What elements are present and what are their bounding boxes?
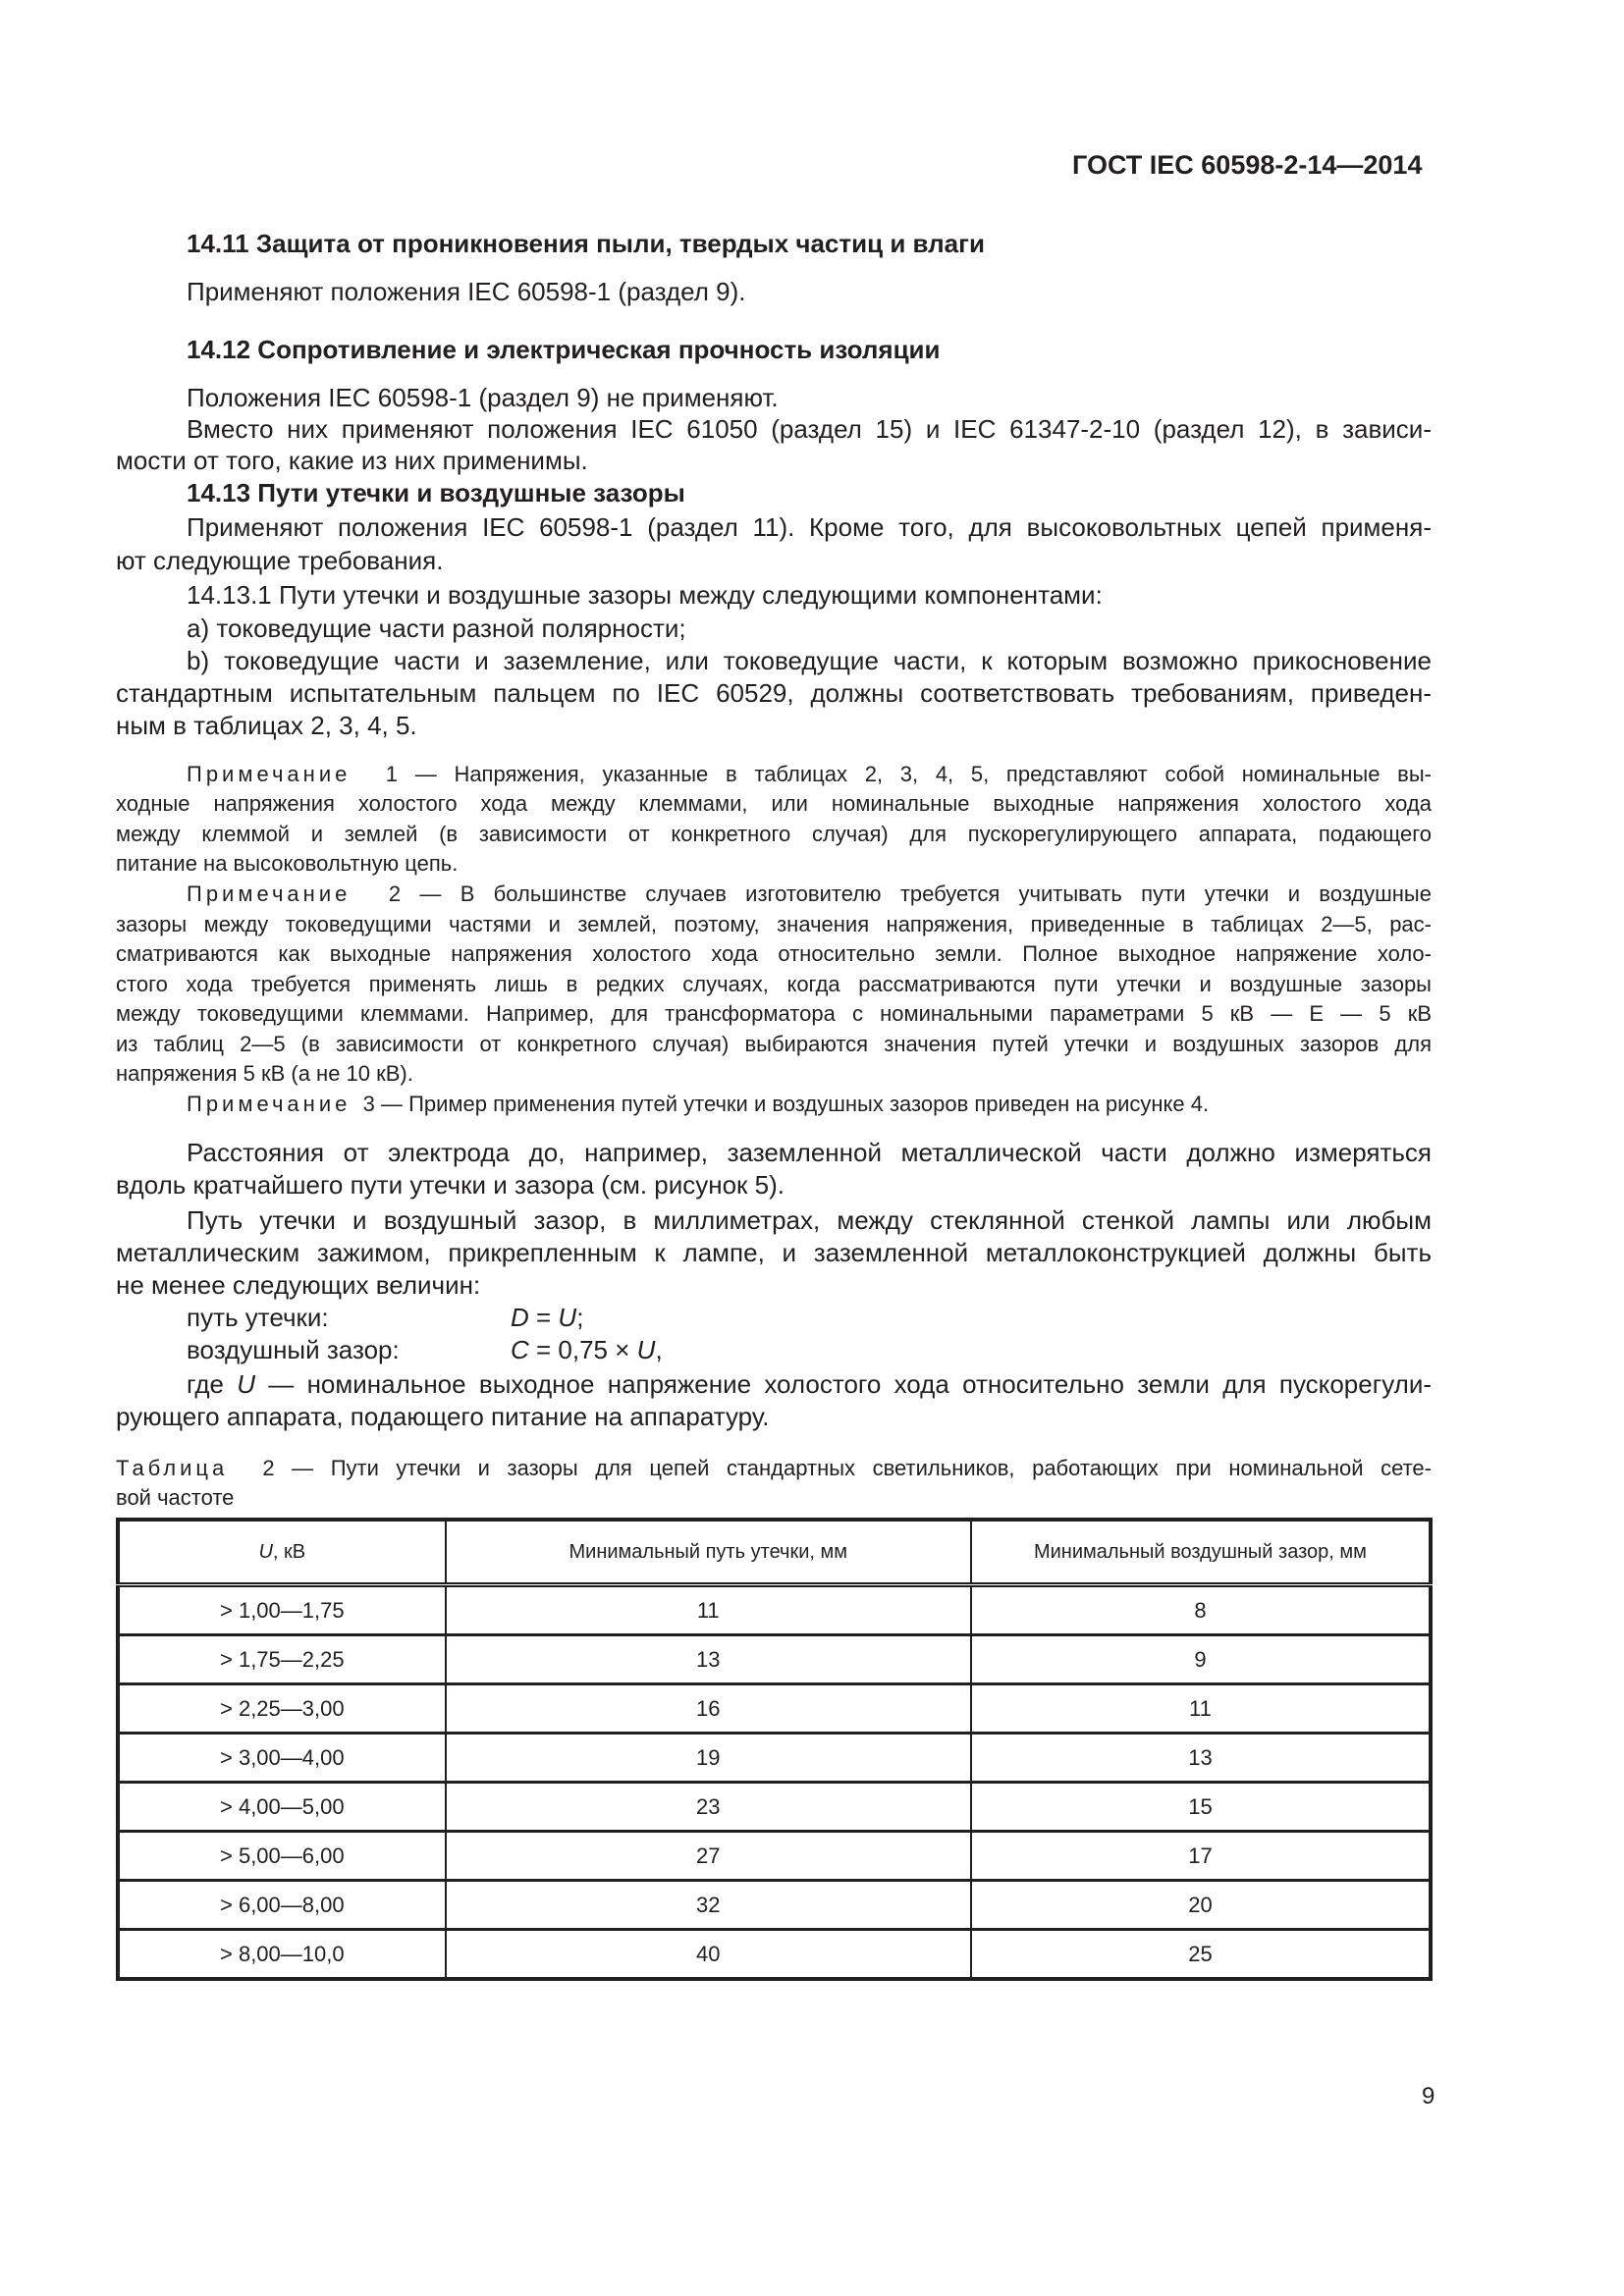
paragraph-distance-line2: вдоль кратчайшего пути утечки и зазора (см. рисунок 5).: [116, 1170, 785, 1200]
note-1-line2: ходные напряжения холостого хода между клеммами, или номинальные выходные напряжения холостого хода: [116, 791, 1432, 816]
cell-voltage: > 8,00—10,0: [118, 1930, 446, 1980]
cell-creepage: 16: [446, 1684, 971, 1734]
section-14-13-p1-line1: Применяют положения IEC 60598-1 (раздел 11). Кроме того, для высоковольтных цепей применя-: [187, 512, 1432, 542]
note-1-line4: питание на высоковольтную цепь.: [116, 851, 459, 876]
cell-voltage: > 2,25—3,00: [118, 1684, 446, 1734]
where-definition-line2: рующего аппарата, подающего питание на аппаратуру.: [116, 1402, 770, 1431]
note-2-line1: Примечание 2 — В большинстве случаев изготовителю требуется учитывать пути утечки и воздушные: [187, 881, 1432, 906]
list-item-b-line3: ным в таблицах 2, 3, 4, 5.: [116, 711, 417, 740]
section-14-13-heading: 14.13 Пути утечки и воздушные зазоры: [187, 478, 685, 507]
cell-voltage: > 4,00—5,00: [118, 1783, 446, 1832]
table-caption-line1: Таблица 2 — Пути утечки и зазоры для цепей стандартных светильников, работающих при номинальной сете-: [116, 1456, 1432, 1480]
cell-clearance: 25: [971, 1930, 1431, 1980]
paragraph-creepage-line2: металлическим зажимом, прикрепленным к лампе, и заземленной металлоконструкцией должны быть: [116, 1238, 1432, 1267]
cell-clearance: 11: [971, 1684, 1431, 1734]
table-row: [118, 1832, 1431, 1881]
cell-clearance: 9: [971, 1635, 1431, 1684]
note-3-line1: Примечание 3 — Пример применения путей утечки и воздушных зазоров приведен на рисунке 4.: [187, 1092, 1210, 1116]
column-header-creepage: Минимальный путь утечки, мм: [446, 1520, 971, 1585]
cell-voltage: > 6,00—8,00: [118, 1881, 446, 1930]
formula-clearance-label: воздушный зазор:: [187, 1335, 400, 1364]
paragraph-creepage-line3: не менее следующих величин:: [116, 1270, 481, 1300]
formula-creepage: D = U;: [511, 1303, 584, 1332]
section-14-13-1: 14.13.1 Пути утечки и воздушные зазоры между следующими компонентами:: [187, 580, 1103, 610]
note-label: Примечание: [187, 762, 352, 786]
table-row: [118, 1585, 1431, 1635]
table-caption-label: Таблица: [116, 1456, 229, 1480]
section-14-11-body: Применяют положения IEC 60598-1 (раздел 9).: [187, 277, 746, 306]
table-row: [118, 1881, 1431, 1930]
cell-clearance: 13: [971, 1734, 1431, 1783]
cell-creepage: 32: [446, 1881, 971, 1930]
note-2-line3: сматриваются как выходные напряжения холостого хода относительно земли. Полное выходное напряжение холо-: [116, 941, 1432, 966]
cell-clearance: 8: [971, 1585, 1431, 1635]
list-item-a: a) токоведущие части разной полярности;: [187, 614, 686, 643]
creepage-clearance-table: [116, 1518, 1433, 1981]
note-1-line3: между клеммой и землей (в зависимости от конкретного случая) для пускорегулирующего аппарата, подающего: [116, 822, 1432, 846]
list-item-b-line1: b) токоведущие части и заземление, или токоведущие части, к которым возможно прикосновение: [187, 646, 1432, 675]
note-2-line5: между токоведущими клеммами. Например, для трансформатора с номинальными параметрами 5 кВ — Е — 5 кВ: [116, 1001, 1432, 1026]
column-header-clearance: Минимальный воздушный зазор, мм: [971, 1520, 1431, 1585]
section-14-11-heading: 14.11 Защита от проникновения пыли, твердых частиц и влаги: [187, 229, 985, 258]
note-2-line2: зазоры между токоведущими частями и землей, поэтому, значения напряжения, приведенные в таблицах 2—5, рас-: [116, 912, 1432, 936]
section-14-12-p2-line1: Вместо них применяют положения IEC 61050 (раздел 15) и IEC 61347-2-10 (раздел 12), в зависи-: [187, 414, 1432, 444]
table-caption-line2: вой частоте: [116, 1485, 235, 1510]
table-row: [118, 1635, 1431, 1684]
cell-clearance: 15: [971, 1783, 1431, 1832]
cell-clearance: 20: [971, 1881, 1431, 1930]
cell-creepage: 13: [446, 1635, 971, 1684]
cell-voltage: > 5,00—6,00: [118, 1832, 446, 1881]
formula-creepage-label: путь утечки:: [187, 1303, 329, 1332]
where-definition-line1: где U — номинальное выходное напряжение холостого хода относительно земли для пускорегули-: [187, 1369, 1432, 1399]
table-row: [118, 1930, 1431, 1980]
table-row: [118, 1684, 1431, 1734]
document-header: ГОСТ IEC 60598-2-14—2014: [1072, 150, 1423, 180]
section-14-12-p2-line2: мости от того, какие из них применимы.: [116, 446, 588, 475]
section-14-12-p1: Положения IEC 60598-1 (раздел 9) не применяют.: [187, 383, 779, 412]
cell-clearance: 17: [971, 1832, 1431, 1881]
paragraph-creepage-line1: Путь утечки и воздушный зазор, в миллиметрах, между стеклянной стенкой лампы или любым: [187, 1205, 1432, 1235]
table-row: [118, 1783, 1431, 1832]
cell-voltage: > 3,00—4,00: [118, 1734, 446, 1783]
cell-creepage: 27: [446, 1832, 971, 1881]
cell-creepage: 19: [446, 1734, 971, 1783]
note-2-line7: напряжения 5 кВ (а не 10 кВ).: [116, 1061, 413, 1086]
list-item-b-line2: стандартным испытательным пальцем по IEC 60529, должны соответствовать требованиям, приведен-: [116, 678, 1432, 708]
cell-voltage: > 1,75—2,25: [118, 1635, 446, 1684]
note-1-line1: Примечание 1 — Напряжения, указанные в таблицах 2, 3, 4, 5, представляют собой номинальные вы-: [187, 762, 1432, 786]
table-row: [118, 1734, 1431, 1783]
table-header-row: [118, 1520, 1431, 1585]
column-header-voltage: U, кВ: [118, 1520, 446, 1585]
cell-creepage: 40: [446, 1930, 971, 1980]
cell-creepage: 23: [446, 1783, 971, 1832]
section-14-13-p1-line2: ют следующие требования.: [116, 546, 444, 575]
section-14-12-heading: 14.12 Сопротивление и электрическая прочность изоляции: [187, 335, 941, 364]
cell-voltage: > 1,00—1,75: [118, 1585, 446, 1635]
note-2-line6: из таблиц 2—5 (в зависимости от конкретного случая) выбираются значения путей утечки и воздушных зазоров для: [116, 1032, 1432, 1056]
formula-clearance: C = 0,75 × U,: [511, 1335, 663, 1364]
paragraph-distance-line1: Расстояния от электрода до, например, заземленной металлической части должно измеряться: [187, 1138, 1432, 1167]
note-2-line4: стого хода требуется применять лишь в редких случаях, когда рассматриваются пути утечки и воздушные зазоры: [116, 972, 1432, 996]
cell-creepage: 11: [446, 1585, 971, 1635]
page-number: 9: [1422, 2083, 1435, 2109]
